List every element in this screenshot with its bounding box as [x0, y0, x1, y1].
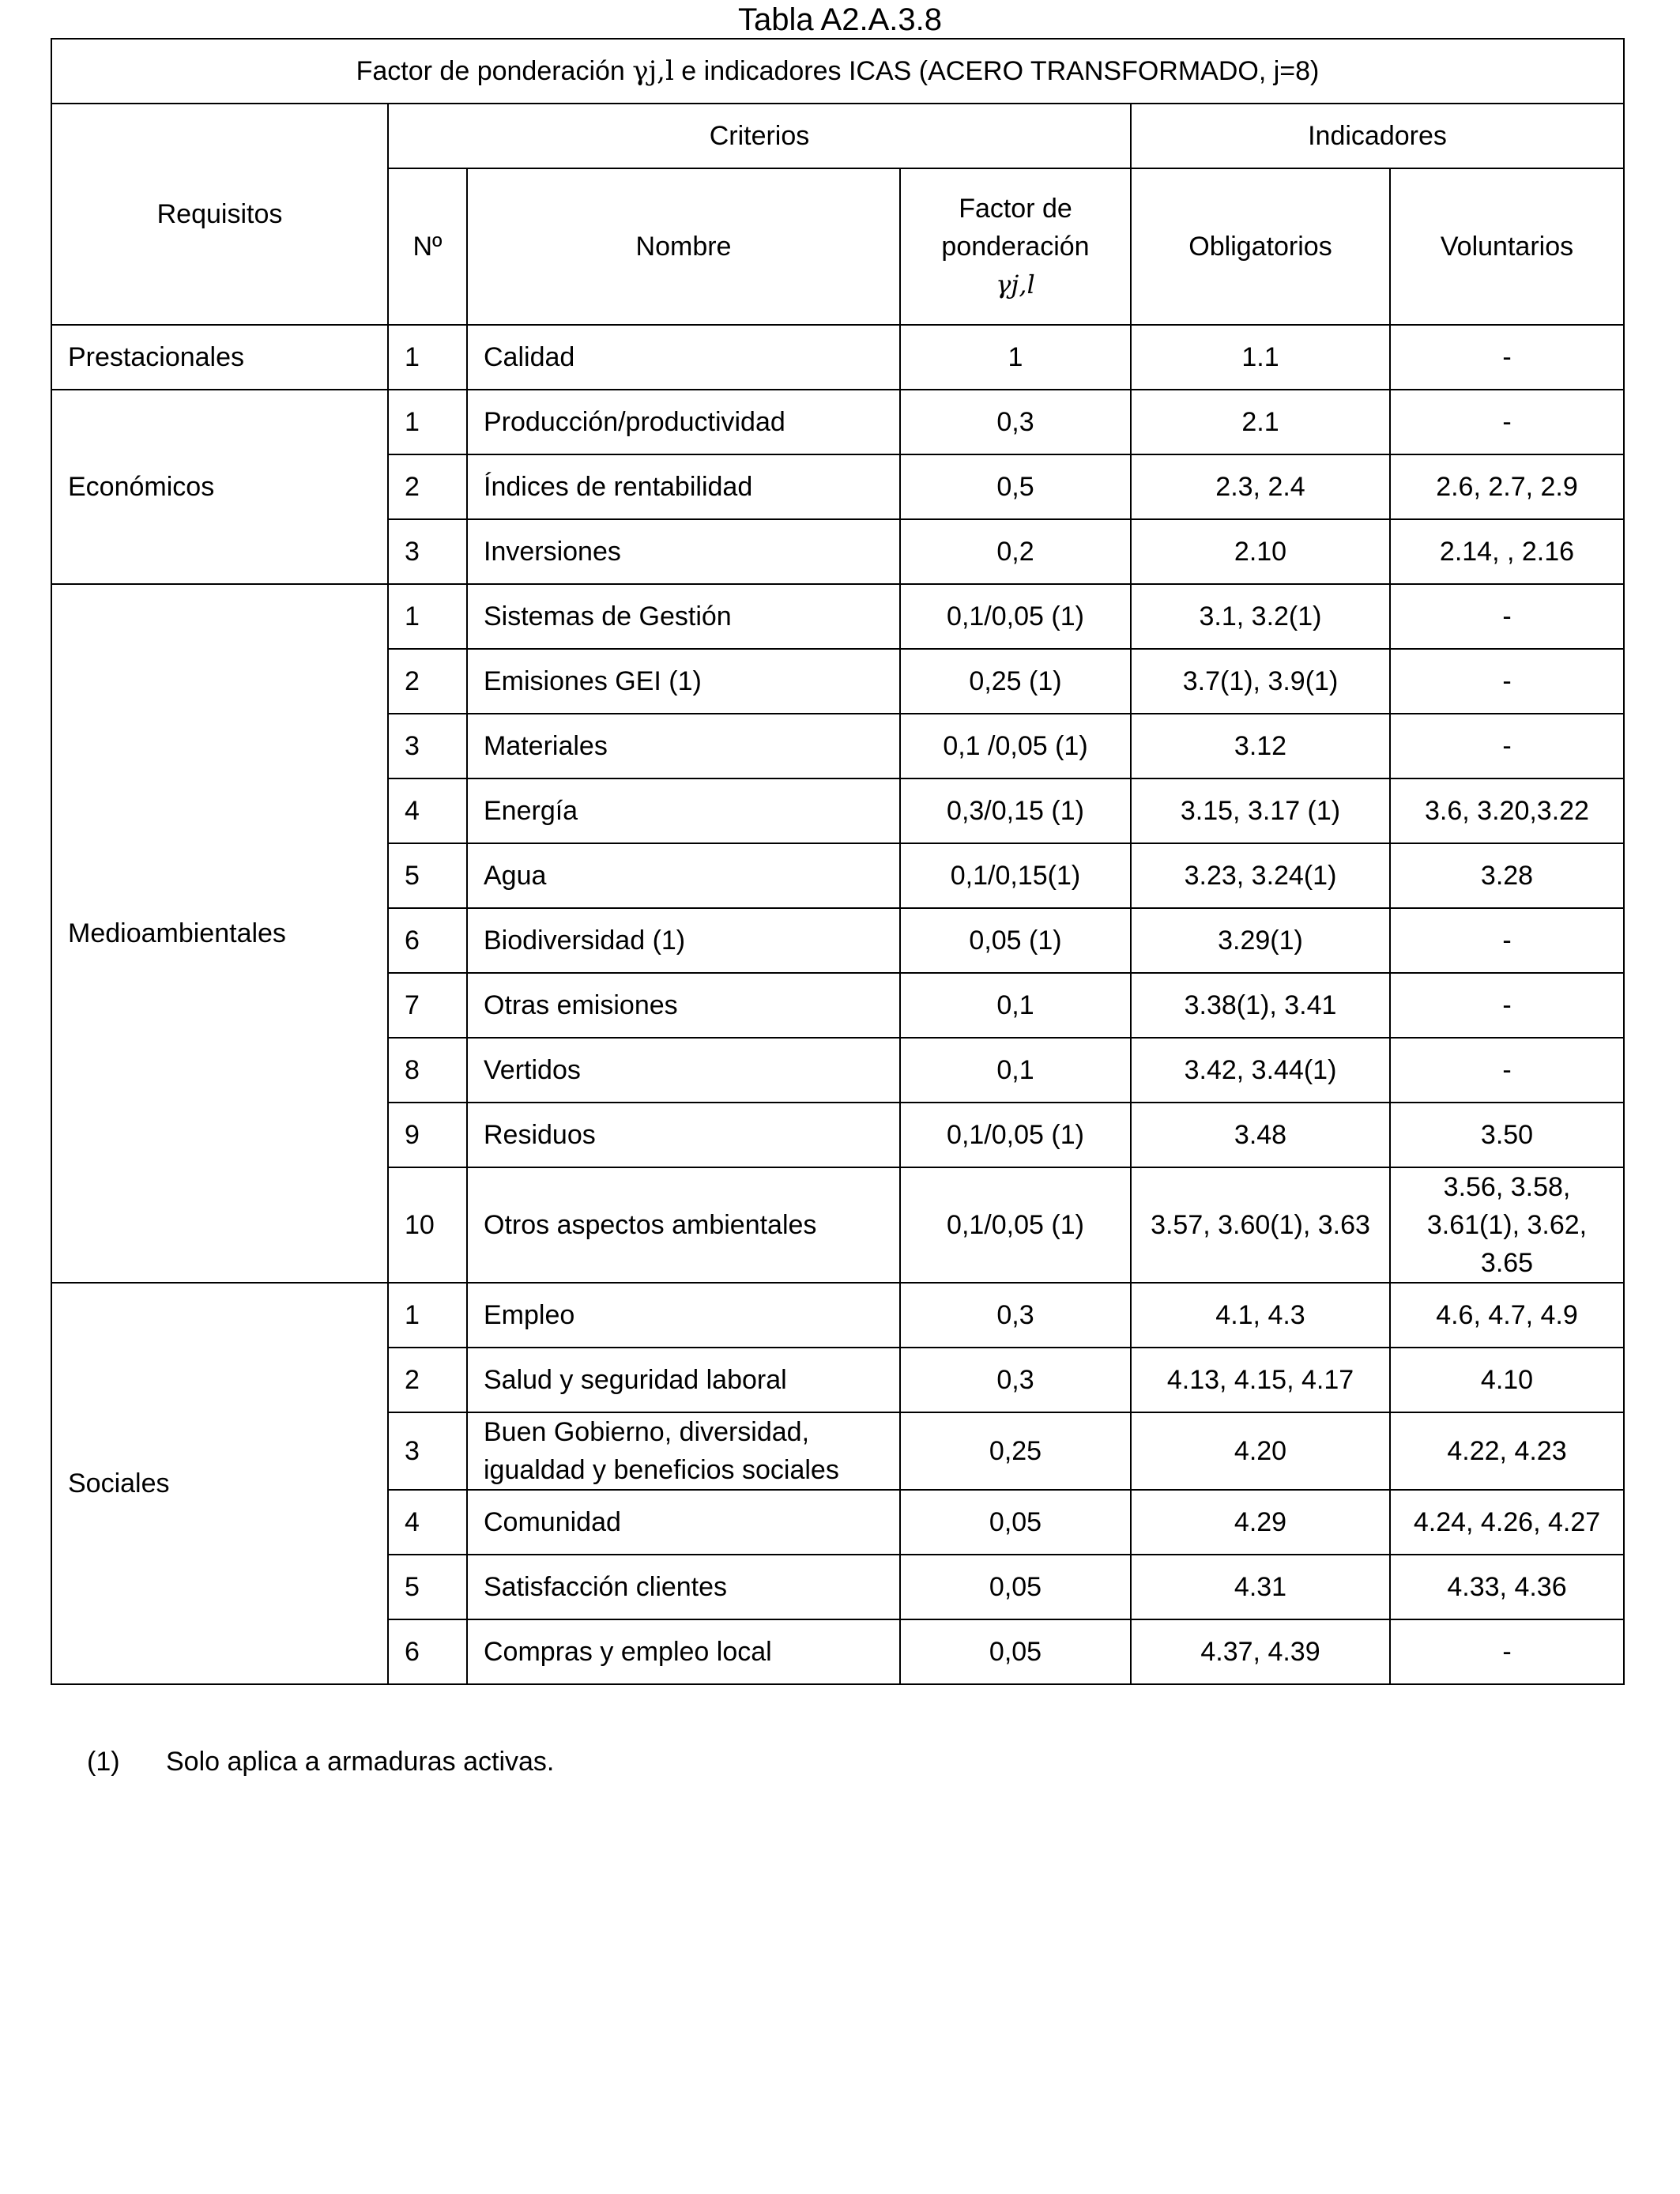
header-voluntarios: Voluntarios — [1390, 168, 1624, 325]
voluntarios-cell: - — [1390, 584, 1624, 649]
nombre-cell: Vertidos — [467, 1038, 900, 1103]
header-numero: Nº — [388, 168, 467, 325]
factor-cell: 0,05 (1) — [900, 908, 1131, 973]
voluntarios-cell: 4.6, 4.7, 4.9 — [1390, 1283, 1624, 1348]
factor-cell: 0,1 — [900, 1038, 1131, 1103]
voluntarios-cell: - — [1390, 973, 1624, 1038]
numero-cell: 2 — [388, 1348, 467, 1412]
nombre-cell: Otras emisiones — [467, 973, 900, 1038]
voluntarios-cell: 2.6, 2.7, 2.9 — [1390, 454, 1624, 519]
nombre-cell: Emisiones GEI (1) — [467, 649, 900, 714]
header-obligatorios: Obligatorios — [1131, 168, 1390, 325]
voluntarios-cell: 4.10 — [1390, 1348, 1624, 1412]
weighting-table — [51, 38, 1625, 1685]
nombre-cell: Biodiversidad (1) — [467, 908, 900, 973]
factor-cell: 0,1/0,05 (1) — [900, 1167, 1131, 1283]
header-factor-symbol: γj,l — [996, 270, 1035, 300]
voluntarios-cell: 3.28 — [1390, 843, 1624, 908]
numero-cell: 2 — [388, 454, 467, 519]
voluntarios-cell: - — [1390, 390, 1624, 454]
obligatorios-cell: 2.10 — [1131, 519, 1390, 584]
nombre-cell: Residuos — [467, 1103, 900, 1167]
nombre-cell: Calidad — [467, 325, 900, 390]
obligatorios-cell: 1.1 — [1131, 325, 1390, 390]
obligatorios-cell: 4.20 — [1131, 1412, 1390, 1490]
nombre-cell: Energía — [467, 778, 900, 843]
numero-cell: 6 — [388, 908, 467, 973]
header-factor-line2: ponderación — [941, 232, 1090, 262]
nombre-cell: Sistemas de Gestión — [467, 584, 900, 649]
nombre-cell: Buen Gobierno, diversidad, igualdad y beneficios sociales — [467, 1412, 900, 1490]
voluntarios-cell: 3.56, 3.58, 3.61(1), 3.62, 3.65 — [1390, 1167, 1624, 1283]
obligatorios-cell: 4.31 — [1131, 1555, 1390, 1619]
nombre-cell: Comunidad — [467, 1490, 900, 1555]
numero-cell: 2 — [388, 649, 467, 714]
obligatorios-cell: 3.7(1), 3.9(1) — [1131, 649, 1390, 714]
numero-cell: 1 — [388, 390, 467, 454]
obligatorios-cell: 4.37, 4.39 — [1131, 1619, 1390, 1684]
nombre-cell: Satisfacción clientes — [467, 1555, 900, 1619]
voluntarios-cell: 4.33, 4.36 — [1390, 1555, 1624, 1619]
obligatorios-cell: 3.1, 3.2(1) — [1131, 584, 1390, 649]
header-criterios: Criterios — [388, 104, 1131, 168]
factor-cell: 0,3 — [900, 1348, 1131, 1412]
table-row — [51, 584, 1624, 649]
obligatorios-cell: 3.38(1), 3.41 — [1131, 973, 1390, 1038]
voluntarios-cell: 2.14, , 2.16 — [1390, 519, 1624, 584]
nombre-cell: Inversiones — [467, 519, 900, 584]
voluntarios-cell: - — [1390, 714, 1624, 778]
voluntarios-cell: - — [1390, 908, 1624, 973]
obligatorios-cell: 2.1 — [1131, 390, 1390, 454]
factor-cell: 0,05 — [900, 1555, 1131, 1619]
obligatorios-cell: 3.23, 3.24(1) — [1131, 843, 1390, 908]
nombre-cell: Otros aspectos ambientales — [467, 1167, 900, 1283]
nombre-cell: Índices de rentabilidad — [467, 454, 900, 519]
numero-cell: 3 — [388, 1412, 467, 1490]
table-row — [51, 390, 1624, 454]
header-indicadores: Indicadores — [1131, 104, 1624, 168]
factor-cell: 0,1/0,05 (1) — [900, 584, 1131, 649]
voluntarios-cell: - — [1390, 1619, 1624, 1684]
voluntarios-cell: - — [1390, 649, 1624, 714]
nombre-cell: Materiales — [467, 714, 900, 778]
factor-cell: 0,25 (1) — [900, 649, 1131, 714]
numero-cell: 10 — [388, 1167, 467, 1283]
factor-cell: 0,1 /0,05 (1) — [900, 714, 1131, 778]
obligatorios-cell: 3.42, 3.44(1) — [1131, 1038, 1390, 1103]
numero-cell: 5 — [388, 1555, 467, 1619]
voluntarios-cell: 3.50 — [1390, 1103, 1624, 1167]
footnote-mark: (1) — [87, 1747, 120, 1777]
requisito-cell: Sociales — [51, 1283, 388, 1684]
numero-cell: 4 — [388, 778, 467, 843]
numero-cell: 3 — [388, 519, 467, 584]
numero-cell: 1 — [388, 325, 467, 390]
factor-cell: 0,3 — [900, 1283, 1131, 1348]
header-factor-line1: Factor de — [959, 194, 1072, 224]
numero-cell: 4 — [388, 1490, 467, 1555]
table-body — [51, 325, 1624, 1684]
voluntarios-cell: 4.24, 4.26, 4.27 — [1390, 1490, 1624, 1555]
nombre-cell: Agua — [467, 843, 900, 908]
obligatorios-cell: 3.29(1) — [1131, 908, 1390, 973]
numero-cell: 7 — [388, 973, 467, 1038]
nombre-cell: Empleo — [467, 1283, 900, 1348]
factor-cell: 0,5 — [900, 454, 1131, 519]
requisito-cell: Medioambientales — [51, 584, 388, 1283]
footnote-text: Solo aplica a armaduras activas. — [166, 1747, 555, 1777]
obligatorios-cell: 4.13, 4.15, 4.17 — [1131, 1348, 1390, 1412]
nombre-cell: Producción/productividad — [467, 390, 900, 454]
obligatorios-cell: 2.3, 2.4 — [1131, 454, 1390, 519]
obligatorios-cell: 3.15, 3.17 (1) — [1131, 778, 1390, 843]
factor-cell: 0,05 — [900, 1619, 1131, 1684]
numero-cell: 6 — [388, 1619, 467, 1684]
requisito-cell: Prestacionales — [51, 325, 388, 390]
obligatorios-cell: 3.57, 3.60(1), 3.63 — [1131, 1167, 1390, 1283]
requisito-cell: Económicos — [51, 390, 388, 584]
numero-cell: 5 — [388, 843, 467, 908]
factor-cell: 0,2 — [900, 519, 1131, 584]
obligatorios-cell: 4.1, 4.3 — [1131, 1283, 1390, 1348]
voluntarios-cell: - — [1390, 325, 1624, 390]
numero-cell: 9 — [388, 1103, 467, 1167]
table-title: Tabla A2.A.3.8 — [738, 2, 942, 37]
voluntarios-cell: - — [1390, 1038, 1624, 1103]
obligatorios-cell: 3.48 — [1131, 1103, 1390, 1167]
caption-suffix: e indicadores ICAS (ACERO TRANSFORMADO, j=8) — [673, 56, 1320, 86]
factor-cell: 0,3/0,15 (1) — [900, 778, 1131, 843]
nombre-cell: Salud y seguridad laboral — [467, 1348, 900, 1412]
factor-cell: 1 — [900, 325, 1131, 390]
voluntarios-cell: 3.6, 3.20,3.22 — [1390, 778, 1624, 843]
factor-cell: 0,25 — [900, 1412, 1131, 1490]
header-factor — [900, 168, 1131, 325]
footnote — [87, 1743, 554, 1781]
header-nombre: Nombre — [467, 168, 900, 325]
numero-cell: 8 — [388, 1038, 467, 1103]
numero-cell: 3 — [388, 714, 467, 778]
factor-cell: 0,1 — [900, 973, 1131, 1038]
caption-prefix: Factor de ponderación — [356, 56, 633, 86]
gamma-symbol: γj,l — [632, 55, 674, 87]
header-requisitos: Requisitos — [51, 104, 388, 325]
table-row — [51, 325, 1624, 390]
numero-cell: 1 — [388, 1283, 467, 1348]
voluntarios-cell: 4.22, 4.23 — [1390, 1412, 1624, 1490]
obligatorios-cell: 3.12 — [1131, 714, 1390, 778]
table-caption — [51, 39, 1624, 104]
obligatorios-cell: 4.29 — [1131, 1490, 1390, 1555]
factor-cell: 0,3 — [900, 390, 1131, 454]
nombre-cell: Compras y empleo local — [467, 1619, 900, 1684]
factor-cell: 0,05 — [900, 1490, 1131, 1555]
table-row — [51, 1283, 1624, 1348]
numero-cell: 1 — [388, 584, 467, 649]
factor-cell: 0,1/0,05 (1) — [900, 1103, 1131, 1167]
factor-cell: 0,1/0,15(1) — [900, 843, 1131, 908]
